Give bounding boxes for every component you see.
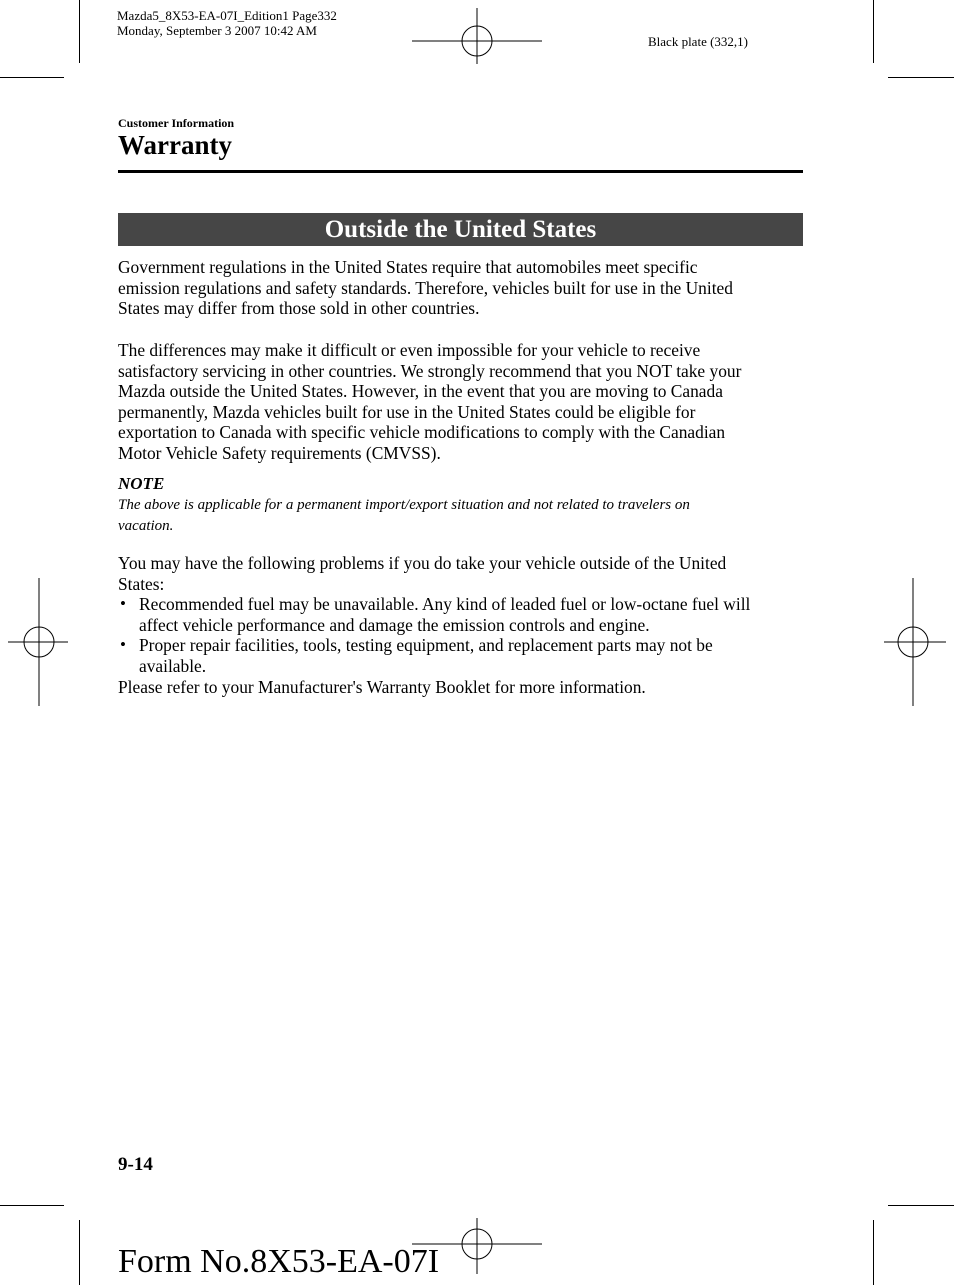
text-line: The differences may make it difficult or even impossible for your vehicle to receive	[118, 340, 701, 360]
chapter-title: Warranty	[118, 130, 232, 160]
form-number: Form No.8X53-EA-07I	[118, 1243, 440, 1280]
text-line: Government regulations in the United States require that automobiles meet specific	[118, 257, 698, 277]
text-line: Proper repair facilities, tools, testing equipment, and replacement parts may not be	[139, 635, 713, 656]
note-line: The above is applicable for a permanent import/export situation and not related to travelers on	[118, 497, 690, 513]
plate-label: Black plate (332,1)	[648, 34, 748, 49]
text-line: Motor Vehicle Safety requirements (CMVSS).	[118, 442, 441, 463]
note-body	[118, 495, 690, 537]
slug-line: Mazda5_8X53-EA-07I_Edition1 Page332	[117, 8, 337, 23]
paragraph-differences	[118, 340, 803, 464]
paragraph-problems	[118, 553, 803, 697]
text-line: Mazda outside the United States. However, in the event that you are moving to Canada	[118, 381, 723, 402]
note-line: vacation.	[118, 518, 174, 534]
text-line: States:	[118, 573, 165, 594]
page-number: 9-14	[118, 1154, 153, 1175]
slug-line: Monday, September 3 2007 10:42 AM	[117, 23, 317, 38]
note-title: NOTE	[118, 474, 165, 493]
print-slug	[117, 8, 337, 38]
list-item	[118, 594, 803, 635]
bullet-icon: •	[120, 635, 126, 655]
registration-mark-top	[412, 8, 542, 64]
text-line: You may have the following problems if you do take your vehicle outside of the United	[118, 553, 727, 573]
text-line: States may differ from those sold in other countries.	[118, 298, 480, 319]
text-line: available.	[139, 655, 207, 676]
text-line: exportation to Canada with specific vehicle modifications to comply with the Canadian	[118, 422, 726, 443]
paragraph-regulations	[118, 257, 803, 319]
text-line: emission regulations and safety standards. Therefore, vehicles built for use in the United	[118, 277, 733, 298]
closing-line: Please refer to your Manufacturer's Warranty Booklet for more information.	[118, 676, 646, 697]
bullet-icon: •	[120, 594, 126, 614]
text-line: permanently, Mazda vehicles built for use in the United States could be eligible for	[118, 401, 696, 422]
section-label: Customer Information	[118, 116, 235, 130]
registration-mark-left	[8, 578, 68, 706]
registration-mark-right	[884, 578, 946, 706]
section-banner: Outside the United States	[118, 213, 803, 246]
title-rule	[118, 170, 803, 173]
text-line: satisfactory servicing in other countries. We strongly recommend that you NOT take your	[118, 360, 742, 381]
text-line: affect vehicle performance and damage the emission controls and engine.	[139, 614, 650, 635]
text-line: Recommended fuel may be unavailable. Any kind of leaded fuel or low-octane fuel will	[139, 594, 751, 615]
list-item	[118, 635, 803, 676]
